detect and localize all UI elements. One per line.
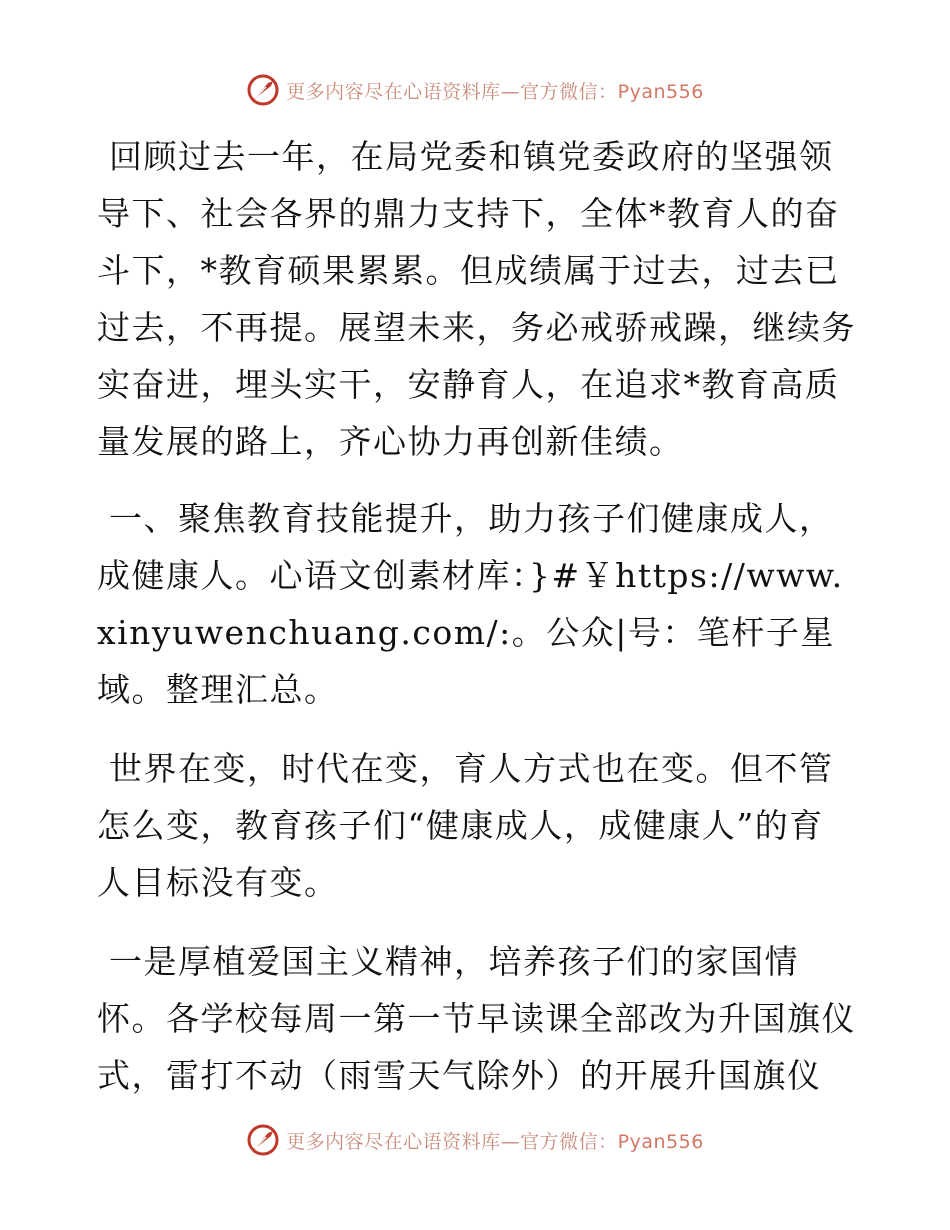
quill-pen-circle-icon <box>246 1123 280 1157</box>
paragraph-section-one: 一、聚焦教育技能提升，助力孩子们健康成人，成健康人。心语文创素材库：}#￥https://www.xinyuwenchuang.com/:。公众|号：笔杆子星域。整理汇总。 <box>97 499 844 709</box>
header-banner-label: 更多内容尽在心语资料库—官方微信： <box>286 80 618 103</box>
paragraph-world-change: 世界在变，时代在变，育人方式也在变。但不管怎么变，教育孩子们“健康成人，成健康人”的育人目标没有变。 <box>97 749 834 902</box>
footer-watermark-banner <box>0 1120 950 1160</box>
footer-banner-wechat-id: Pyan556 <box>617 1130 704 1153</box>
header-banner-wechat-id: Pyan556 <box>617 80 704 103</box>
header-watermark-banner <box>0 70 950 110</box>
quill-pen-circle-icon <box>246 73 280 107</box>
header-banner-text <box>286 77 704 104</box>
footer-banner-label: 更多内容尽在心语资料库—官方微信： <box>286 1130 618 1153</box>
paragraph-patriotism: 一是厚植爱国主义精神，培养孩子们的家国情怀。各学校每周一第一节早读课全部改为升国旗仪式，雷打不动（雨雪天气除外）的开展升国旗仪 <box>97 942 856 1095</box>
paragraph-review: 回顾过去一年，在局党委和镇党委政府的坚强领导下、社会各界的鼎力支持下，全体*教育人的奋斗下，*教育硕果累累。但成绩属于过去，过去已过去，不再提。展望未来，务必戒骄戒躁，继续务实奋进，埋头实干，安静育人，在追求*教育高质量发展的路上，齐心协力再创新佳绩。 <box>97 137 856 461</box>
document-body <box>97 128 857 1126</box>
footer-banner-text <box>286 1127 704 1154</box>
